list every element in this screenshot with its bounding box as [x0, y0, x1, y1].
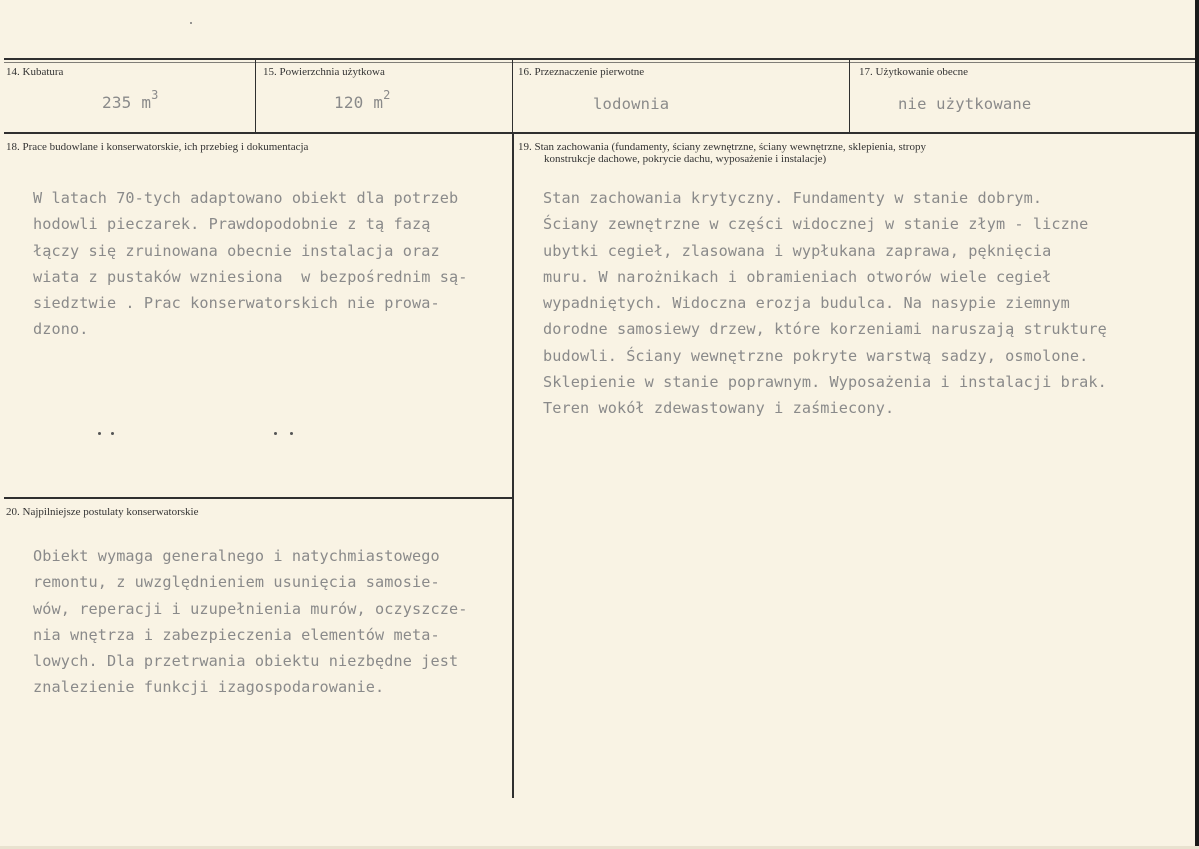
- field18-line: dzono.: [33, 320, 89, 339]
- field17-value: nie użytkowane: [898, 95, 1032, 113]
- field18-text: [33, 185, 467, 343]
- field16-value: lodownia: [593, 95, 670, 113]
- field15-value: 120 $m^2$: [334, 88, 391, 112]
- field19-text: [543, 185, 1107, 422]
- field17-label: 17. Użytkowanie obecne: [859, 66, 969, 78]
- top-rule-inner: [4, 62, 1195, 63]
- field19-line: muru. W narożnikach i obramieniach otworów wiele cegieł: [543, 267, 1052, 286]
- field20-line: znalezienie funkcji izagospodarowanie.: [33, 678, 385, 697]
- scan-edge: [1195, 0, 1199, 849]
- field18-line: siedztwie . Prac konserwatorskich nie prowa-: [33, 294, 440, 313]
- divider-14-15: [255, 60, 256, 133]
- field19-line: Teren wokół zdewastowany i zaśmiecony.: [543, 399, 895, 418]
- field19-line: ubytki cegieł, zlasowana i wypłukana zaprawa, pęknięcia: [543, 241, 1052, 260]
- field14-label: 14. Kubatura: [6, 66, 64, 78]
- ink-speck: [290, 432, 293, 435]
- field20-line: lowych. Dla przetrwania obiektu niezbędne jest: [33, 652, 459, 671]
- divider-16-17: [849, 60, 850, 133]
- field19-line: Stan zachowania krytyczny. Fundamenty w stanie dobrym.: [543, 189, 1043, 207]
- main-divider: [512, 133, 514, 798]
- field20-label: 20. Najpilniejsze postulaty konserwatorskie: [6, 506, 199, 518]
- field18-line: hodowli pieczarek. Prawdopodobnie z tą fazą: [33, 215, 431, 234]
- field18-line: W latach 70-tych adaptowano obiekt dla potrzeb: [33, 189, 459, 207]
- ink-speck: [111, 432, 114, 435]
- field20-line: Obiekt wymaga generalnego i natychmiastowego: [33, 547, 440, 565]
- field14-value: 235 $m^3$: [102, 88, 159, 112]
- top-rule: [4, 58, 1195, 60]
- field18-label: 18. Prace budowlane i konserwatorskie, ich przebieg i dokumentacja: [6, 141, 309, 153]
- field16-label: 16. Przeznaczenie pierwotne: [518, 66, 645, 78]
- field18-line: wiata z pustaków wzniesiona w bezpośrednim są-: [33, 267, 468, 286]
- field19-line: Ściany zewnętrzne w części widocznej w stanie złym - liczne: [543, 215, 1089, 234]
- field19-line: Sklepienie w stanie poprawnym. Wyposażenia i instalacji brak.: [543, 373, 1107, 392]
- divider-15-16: [512, 60, 513, 133]
- field19-label-line1: 19. Stan zachowania (fundamenty, ściany zewnętrzne, ściany wewnętrzne, sklepienia, stropy: [518, 141, 926, 153]
- field20-line: nia wnętrza i zabezpieczenia elementów meta-: [33, 625, 440, 644]
- field19-line: dorodne samosiewy drzew, które korzeniami naruszają strukturę: [543, 320, 1107, 339]
- field19-label-line2: konstrukcje dachowe, pokrycie dachu, wyposażenie i instalacje): [544, 153, 827, 165]
- field15-label: 15. Powierzchnia użytkowa: [263, 66, 385, 78]
- field20-line: remontu, z uwzględnieniem usunięcia samosie-: [33, 573, 440, 592]
- row1-rule: [4, 132, 1195, 134]
- ink-speck: [190, 22, 192, 24]
- ink-speck: [274, 432, 277, 435]
- field20-line: wów, reperacji i uzupełnienia murów, oczyszcze-: [33, 599, 468, 618]
- field18-line: łączy się zruinowana obecnie instalacja oraz: [33, 241, 440, 260]
- field19-line: wypadniętych. Widoczna erozja budulca. Na nasypie ziemnym: [543, 294, 1070, 313]
- ink-speck: [98, 432, 101, 435]
- field19-line: budowli. Ściany wewnętrzne pokryte warstwą sadzy, osmolone.: [543, 346, 1089, 365]
- field20-rule: [4, 497, 513, 499]
- field20-text: [33, 543, 467, 701]
